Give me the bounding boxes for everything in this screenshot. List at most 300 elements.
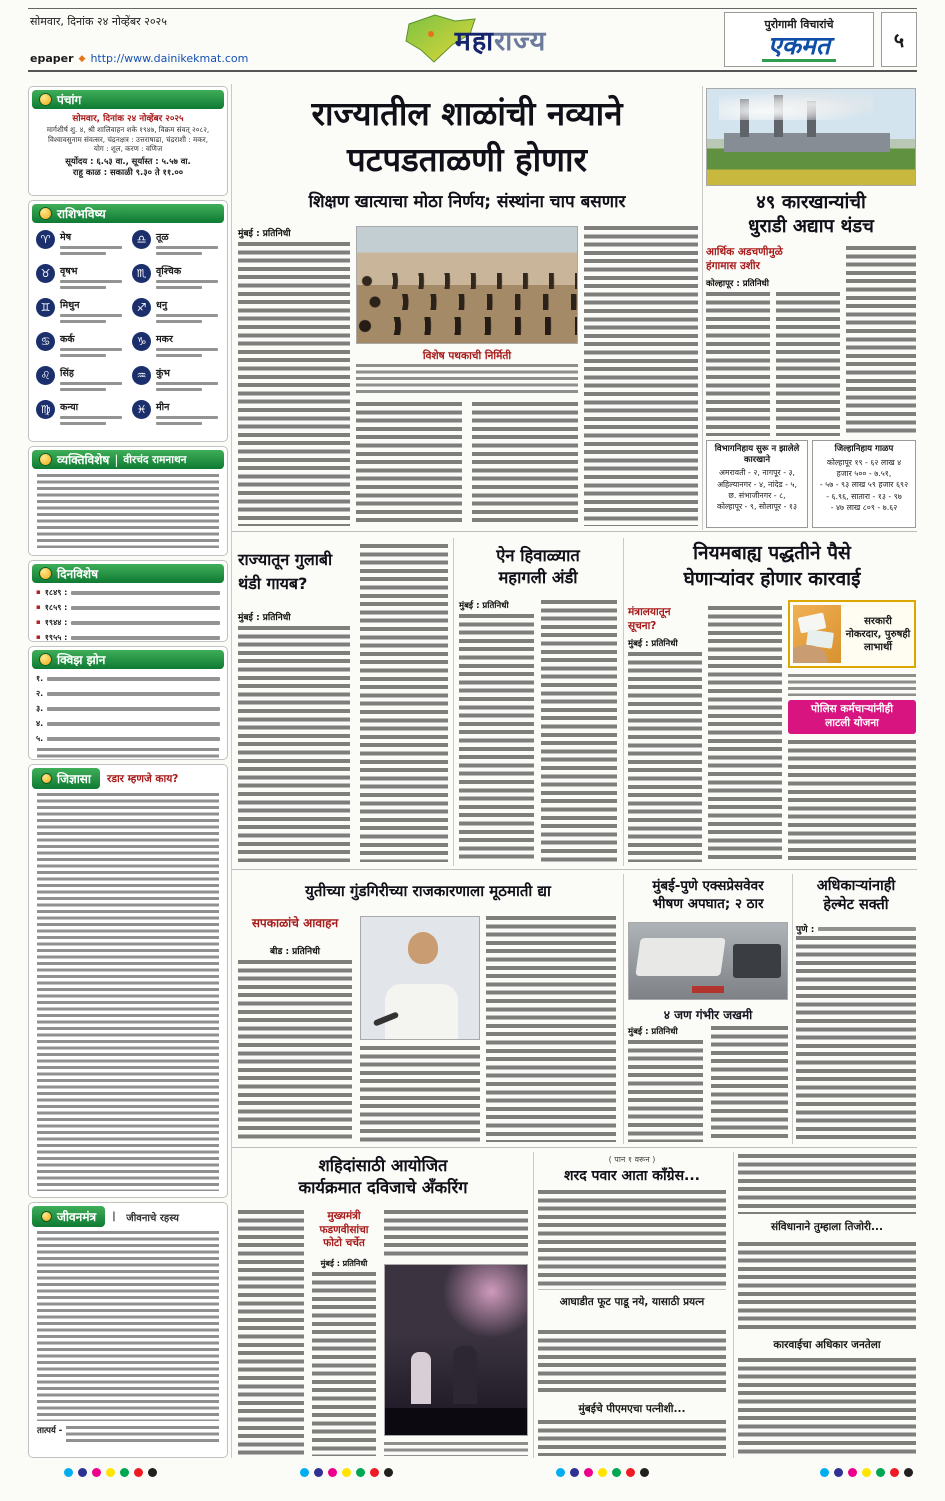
crash-photo xyxy=(628,922,788,1000)
color-dot xyxy=(92,1468,101,1477)
quiz-number: १. xyxy=(36,674,44,683)
quiz-question xyxy=(36,718,220,729)
pawar-body-text xyxy=(538,1330,726,1396)
stage-floor xyxy=(385,1408,527,1435)
moral-prefix: तात्पर्य - xyxy=(37,1426,63,1436)
quiz-list xyxy=(29,673,227,744)
lead-body-text xyxy=(356,402,462,526)
color-dot xyxy=(328,1468,337,1477)
registration-mark-group xyxy=(300,1468,393,1477)
panchang-line: मार्गशीर्ष शु. ४, श्री शालिवाहन शके १९४७, विक्रम संवत् २०८२, xyxy=(46,125,210,134)
brand-tagline: पुरोगामी विचारांचे xyxy=(764,17,834,31)
panchang-box xyxy=(28,86,228,196)
scheme-byline: मुंबई : प्रतिनिधी xyxy=(628,639,678,649)
division-box-lines xyxy=(710,467,804,512)
district-box-line: हजार ५०० - ७.५१, xyxy=(836,468,892,478)
factory-body-text xyxy=(776,292,840,436)
division-box-line: कोल्हापूर - ९, सोलापूर - १३ xyxy=(716,502,798,512)
dinvishesh-year: १८५९ : xyxy=(44,603,68,612)
lead-body-text xyxy=(238,242,350,526)
rashi-icon xyxy=(39,207,52,220)
zodiac-prediction-text xyxy=(60,246,122,249)
vyakti-icon xyxy=(39,453,52,466)
person-silhouette xyxy=(411,1352,431,1404)
district-box-line: - ४७ लाख ८०९ - ७.६२ xyxy=(830,502,898,512)
color-dot xyxy=(584,1468,593,1477)
lead-caption-title: विशेष पथकाची निर्मिती xyxy=(422,350,512,362)
pawar-headline: शरद पवार आता काँग्रेस... xyxy=(564,1168,700,1184)
division-box-line: छ. संभाजीनगर - ८, xyxy=(728,490,786,500)
divider xyxy=(232,1147,917,1148)
sapkal-body-text xyxy=(238,960,352,1142)
zodiac-text xyxy=(156,332,218,357)
police-scheme-box xyxy=(788,700,916,734)
jidnyasa-question: रडार म्हणजे काय? xyxy=(107,772,179,785)
divider xyxy=(702,86,703,530)
divider xyxy=(533,1152,534,1458)
brand-name: एकमत xyxy=(762,32,836,63)
zodiac-prediction-text xyxy=(156,422,202,425)
zodiac-prediction-text xyxy=(156,348,218,351)
dinvishesh-item xyxy=(36,587,220,598)
zodiac-grid xyxy=(29,226,227,434)
divider xyxy=(733,1152,734,1458)
district-box xyxy=(812,440,916,528)
zodiac-prediction-text xyxy=(156,286,202,289)
accident-body-text xyxy=(711,1026,788,1142)
scheme-body-text xyxy=(788,674,916,696)
zodiac-text xyxy=(156,400,218,425)
helmet-body-text xyxy=(796,936,916,1142)
eggs-body-text xyxy=(541,600,617,862)
color-dot xyxy=(356,1468,365,1477)
hand-shape xyxy=(793,645,827,663)
zodiac-icon: ♌ xyxy=(36,366,55,385)
quiz-answers-text xyxy=(37,748,219,760)
zodiac-text xyxy=(156,366,218,391)
quiz-question-text xyxy=(47,722,220,726)
divider xyxy=(623,538,624,866)
helmet-headline-line2: हेल्मेट सक्ती xyxy=(823,897,889,913)
dinvishesh-year: १९५५ : xyxy=(44,633,68,642)
politician-head xyxy=(408,932,438,964)
factory-kicker: आर्थिक अडचणीमुळे हंगामास उशीर xyxy=(706,246,783,272)
color-dot xyxy=(904,1468,913,1477)
vyakti-subtitle: वीरचंद रामनाथन xyxy=(123,453,187,466)
moral-text xyxy=(66,1426,219,1442)
color-dot xyxy=(626,1468,635,1477)
divider xyxy=(623,874,624,1144)
color-dot xyxy=(848,1468,857,1477)
dinvishesh-item xyxy=(36,617,220,628)
diamond-icon: ◆ xyxy=(78,53,86,64)
quiz-title: क्विझ झोन xyxy=(57,653,106,667)
eggs-headline-line1: ऐन हिवाळ्यात xyxy=(496,546,580,565)
police-box-line1: पोलिस कर्मचाऱ्यांनीही xyxy=(811,703,893,716)
epaper-label: epaper xyxy=(30,52,74,65)
zodiac-prediction-text xyxy=(60,416,122,419)
zodiac-text xyxy=(156,230,218,255)
zodiac-prediction-text xyxy=(60,354,106,357)
division-box-line: अहिल्यानगर - ४, नांदेड - ५, xyxy=(717,479,797,489)
divider xyxy=(231,84,232,1458)
registration-mark-group xyxy=(556,1468,649,1477)
continuation-body-text xyxy=(738,1358,916,1456)
jeevanmantra-title: जीवनमंत्र xyxy=(57,1210,97,1224)
rashibhavishya-box xyxy=(28,200,228,442)
lead-body-text xyxy=(472,402,578,526)
continuation-subhead2: कारवाईचा अधिकार जनतेला xyxy=(773,1339,881,1351)
zodiac-prediction-text xyxy=(60,348,122,351)
zodiac-name: वृश्चिक xyxy=(156,266,182,277)
quiz-question xyxy=(36,733,220,744)
zodiac-text xyxy=(156,264,218,289)
divider xyxy=(453,538,454,866)
zodiac-item xyxy=(132,230,220,260)
divider xyxy=(232,869,917,870)
accident-subhead: ४ जण गंभीर जखमी xyxy=(663,1008,753,1022)
color-dot xyxy=(314,1468,323,1477)
logo-rajya: राज्य xyxy=(494,26,547,57)
zodiac-icon: ♏ xyxy=(132,264,151,283)
quiz-question-text xyxy=(47,692,220,696)
color-dot xyxy=(64,1468,73,1477)
anchoring-headline-line2: कार्यक्रमात दविजाचे अँकरिंग xyxy=(298,1178,468,1197)
zodiac-prediction-text xyxy=(60,382,122,385)
color-dot xyxy=(834,1468,843,1477)
student-heads-row xyxy=(357,317,577,335)
zodiac-item xyxy=(36,230,124,260)
panchang-title: पंचांग xyxy=(57,93,82,107)
color-dot xyxy=(148,1468,157,1477)
pawar-body-text xyxy=(538,1420,726,1456)
quiz-number: ५. xyxy=(36,734,44,743)
panchang-line: विश्वावसुनाम संवत्सर, चंद्रनक्षत्र : उत्तराषाढा, चंद्रराशी : मकर, xyxy=(48,134,208,144)
divider xyxy=(232,531,917,532)
student-heads-row xyxy=(357,273,577,289)
scheme-kicker: मंत्रालयातून सूचना? xyxy=(628,606,671,632)
color-dot xyxy=(134,1468,143,1477)
dinvishesh-list xyxy=(29,587,227,643)
lead-body-text xyxy=(584,226,698,526)
continuation-body-text xyxy=(738,1154,916,1214)
panchang-icon xyxy=(39,93,52,106)
anchoring-headline-line1: शहिदांसाठी आयोजित xyxy=(318,1156,448,1175)
pawar-subhead2: मुंबईचे पीएमएचा पत्नीशी... xyxy=(578,1403,686,1415)
dinvishesh-title: दिनविशेष xyxy=(57,567,99,581)
zodiac-icon: ♍ xyxy=(36,400,55,419)
zodiac-icon: ♉ xyxy=(36,264,55,283)
politician-photo xyxy=(360,916,480,1040)
quiz-question-text xyxy=(47,677,220,681)
division-box-title: विभागनिहाय सुरू न झालेले कारखाने xyxy=(714,444,800,465)
sapkal-headline: युतीच्या गुंडगिरीच्या राजकारणाला मूठमाती द्या xyxy=(305,882,551,900)
page-number: ५ xyxy=(881,12,917,67)
divider xyxy=(792,874,793,1144)
rashi-title: राशिभविष्य xyxy=(57,207,106,221)
quiz-question xyxy=(36,703,220,714)
zodiac-icon: ♐ xyxy=(132,298,151,317)
zodiac-prediction-text xyxy=(60,252,106,255)
district-box-title: जिल्हानिहाय गाळप xyxy=(834,444,894,454)
zodiac-item xyxy=(132,332,220,362)
zodiac-item xyxy=(36,332,124,362)
district-box-line: - ६.९६, सातारा - १३ - ९७ xyxy=(826,491,902,501)
lead-caption-text xyxy=(356,364,578,394)
panchang-sunrise: सूर्योदय : ६.५३ वा., सूर्यास्त : ५.५७ वा. xyxy=(65,156,191,167)
zodiac-text xyxy=(60,230,122,255)
zodiac-name: मकर xyxy=(156,334,173,345)
accident-headline-line1: मुंबई-पुणे एक्सप्रेसवेवर xyxy=(652,878,764,894)
panchang-line: योग : शूल, करण : वणिज xyxy=(93,144,163,154)
dinvishesh-text xyxy=(71,621,220,625)
jidnyasa-title: जिज्ञासा xyxy=(57,772,92,786)
district-box-line: - ५७ - ९३ लाख ५९ हजार ६९२ xyxy=(819,480,909,490)
bullet-icon: ▪ xyxy=(36,588,41,596)
jidnyasa-body-text xyxy=(37,793,219,1191)
color-dot xyxy=(300,1468,309,1477)
zodiac-item xyxy=(132,366,220,396)
zodiac-prediction-text xyxy=(156,320,202,323)
masthead-logo xyxy=(280,9,721,70)
continuation-body-text xyxy=(738,1242,916,1332)
zodiac-name: कर्क xyxy=(60,334,75,345)
dinvishesh-item xyxy=(36,632,220,643)
zodiac-item xyxy=(36,298,124,328)
zodiac-icon: ♒ xyxy=(132,366,151,385)
color-dot xyxy=(370,1468,379,1477)
panchang-rahu: राहू काळ : सकाळी ९.३० ते ११.०० xyxy=(72,167,184,178)
zodiac-prediction-text xyxy=(60,422,106,425)
person-silhouette xyxy=(453,1346,477,1404)
color-dot xyxy=(106,1468,115,1477)
epaper-row xyxy=(30,52,278,65)
quiz-question xyxy=(36,673,220,684)
event-stage-photo xyxy=(384,1264,528,1436)
anchoring-byline: मुंबई : प्रतिनिधी xyxy=(320,1259,368,1268)
zodiac-prediction-text xyxy=(156,382,218,385)
zodiac-prediction-text xyxy=(156,246,218,249)
zodiac-name: धनु xyxy=(156,300,168,311)
sapkal-body-text xyxy=(486,916,616,1142)
color-dot xyxy=(862,1468,871,1477)
logo-maha: महा xyxy=(454,26,495,57)
accident-headline-line2: भीषण अपघात; २ ठार xyxy=(652,896,764,912)
zodiac-name: मिथुन xyxy=(60,300,80,311)
zodiac-item xyxy=(36,366,124,396)
quiz-number: २. xyxy=(36,689,44,698)
eggs-body-text xyxy=(459,614,534,862)
zodiac-prediction-text xyxy=(156,354,202,357)
helmet-byline-row xyxy=(796,922,916,935)
zodiac-icon: ♑ xyxy=(132,332,151,351)
continuation-subhead1: संविधानाने तुम्हाला तिजोरी... xyxy=(770,1221,883,1233)
logo-text xyxy=(455,21,547,58)
eggs-byline: मुंबई : प्रतिनिधी xyxy=(459,601,509,611)
bullet-icon: ▪ xyxy=(36,618,41,626)
police-box-line2: लाटली योजना xyxy=(825,717,879,729)
color-dot xyxy=(384,1468,393,1477)
lead-subhead: शिक्षण खात्याचा मोठा निर्णय; संस्थांना चाप बसणार xyxy=(308,192,626,212)
accident-byline: मुंबई : प्रतिनिधी xyxy=(628,1027,678,1037)
anchoring-caption-text xyxy=(384,1442,528,1456)
zodiac-item xyxy=(36,264,124,294)
helmet-byline: पुणे : xyxy=(796,925,815,935)
student-heads-row xyxy=(357,294,577,310)
anchoring-body-text xyxy=(384,1210,528,1258)
color-dot xyxy=(876,1468,885,1477)
color-dot xyxy=(120,1468,129,1477)
zodiac-icon: ♋ xyxy=(36,332,55,351)
wrecked-van xyxy=(636,938,727,976)
jidnyasa-box xyxy=(28,764,228,1198)
color-dot xyxy=(342,1468,351,1477)
jeevanmantra-subtitle: | xyxy=(112,1211,120,1222)
scheme-headline-line2: घेणाऱ्यांवर होणार कारवाई xyxy=(683,568,861,590)
color-dot xyxy=(820,1468,829,1477)
zodiac-text xyxy=(156,298,218,323)
pawar-continued: ( पान १ वरून ) xyxy=(608,1155,656,1164)
zodiac-item xyxy=(132,298,220,328)
zodiac-item xyxy=(36,400,124,430)
smoke xyxy=(719,91,873,120)
district-box-lines xyxy=(816,457,912,513)
zodiac-name: सिंह xyxy=(60,368,74,379)
stage-light xyxy=(442,1264,528,1338)
factory-headline-line2: धुराडी अद्याप थंडच xyxy=(748,216,874,237)
scheme-body-text xyxy=(708,606,782,862)
zodiac-icon: ♈ xyxy=(36,230,55,249)
quiz-box xyxy=(28,646,228,760)
classroom-photo xyxy=(356,226,578,344)
zodiac-icon: ♓ xyxy=(132,400,151,419)
cold-body-text xyxy=(360,544,448,862)
quiz-question-text xyxy=(47,737,220,741)
zodiac-name: कन्या xyxy=(60,402,79,413)
zodiac-item xyxy=(132,264,220,294)
scheme-body-text xyxy=(788,740,916,862)
zodiac-prediction-text xyxy=(156,280,218,283)
bullet-icon: ▪ xyxy=(36,603,41,611)
anchoring-kicker: मुख्यमंत्री फडणवीसांचा फोटो चर्चेत xyxy=(319,1210,369,1250)
brand-box xyxy=(724,12,874,67)
quiz-question-text xyxy=(47,707,220,711)
district-box-line: कोल्हापूर १९ - ६२ लाख ४ xyxy=(826,457,902,467)
dinvishesh-year: १९४४ : xyxy=(44,618,68,627)
zodiac-prediction-text xyxy=(60,320,106,323)
zodiac-name: मेष xyxy=(60,232,72,243)
cold-headline-line2: थंडी गायब? xyxy=(238,574,308,593)
sapkal-kicker: सपकाळांचे आवाहन xyxy=(251,916,339,930)
website-link[interactable]: http://www.dainikekmat.com xyxy=(90,52,249,65)
division-box xyxy=(706,440,808,528)
quiz-number: ३. xyxy=(36,704,44,713)
quiz-number: ४. xyxy=(36,719,44,728)
helmet-headline-line1: अधिकाऱ्यांनाही xyxy=(816,878,896,894)
jeevanmantra-box xyxy=(28,1202,228,1458)
vyakti-title: व्यक्तिविशेष xyxy=(57,453,110,467)
sapkal-body-text xyxy=(360,1046,480,1142)
factory-body-text xyxy=(846,246,916,436)
zodiac-prediction-text xyxy=(60,388,106,391)
color-dot xyxy=(570,1468,579,1477)
quiz-question xyxy=(36,688,220,699)
beneficiary-box-title: सरकारी नोकरदार, पुरुषही लाभार्थी xyxy=(845,615,911,653)
masthead xyxy=(28,8,917,72)
scheme-headline-line1: नियमबाह्य पद्धतीने पैसे xyxy=(693,542,851,564)
zodiac-prediction-text xyxy=(60,314,122,317)
jidnyasa-icon xyxy=(41,773,52,784)
jeevanmantra-icon xyxy=(41,1211,52,1222)
dinvishesh-year: १८४९ : xyxy=(44,588,68,597)
registration-mark-group xyxy=(64,1468,157,1477)
factory-headline-line1: ४९ कारखान्यांची xyxy=(756,192,866,213)
lead-headline-line1: राज्यातील शाळांची नव्याने xyxy=(311,94,623,133)
eggs-headline-line2: महागली अंडी xyxy=(498,568,578,587)
dinvishesh-icon xyxy=(39,567,52,580)
quiz-icon xyxy=(39,653,52,666)
division-box-line: अमरावती - २, नागपूर - ३, xyxy=(718,468,796,478)
zodiac-text xyxy=(60,366,122,391)
zodiac-prediction-text xyxy=(156,314,218,317)
color-dot xyxy=(78,1468,87,1477)
scheme-body-text xyxy=(628,652,702,862)
lead-headline-line2: पटपडताळणी होणार xyxy=(346,140,588,179)
zodiac-icon: ♎ xyxy=(132,230,151,249)
zodiac-name: वृषभ xyxy=(60,266,78,277)
zodiac-prediction-text xyxy=(60,286,106,289)
anchoring-body-text xyxy=(238,1210,304,1456)
red-mark xyxy=(692,986,724,993)
dinvishesh-text xyxy=(71,591,220,595)
dinvishesh-text xyxy=(71,606,220,610)
factory-byline: कोल्हापूर : प्रतिनिधी xyxy=(706,279,769,289)
bullet-icon: ▪ xyxy=(36,633,41,641)
factory-body-text xyxy=(706,292,770,436)
vyaktivishesh-box: व्यक्तिविशेष | वीरचंद रामनाथन xyxy=(28,446,228,556)
color-dot xyxy=(640,1468,649,1477)
masthead-left xyxy=(28,9,280,70)
sapkal-byline: बीड : प्रतिनिधी xyxy=(270,947,320,957)
dinvishesh-text xyxy=(71,636,220,640)
beneficiary-box xyxy=(788,600,916,668)
cold-headline-line1: राज्यातून गुलाबी xyxy=(238,550,333,569)
helmet-lead-text xyxy=(818,927,916,931)
zodiac-item xyxy=(132,400,220,430)
zodiac-name: तूळ xyxy=(156,232,169,243)
dinvishesh-item xyxy=(36,602,220,613)
color-dot xyxy=(890,1468,899,1477)
zodiac-name: मीन xyxy=(156,402,170,413)
debris xyxy=(733,944,780,977)
zodiac-text xyxy=(60,298,122,323)
color-dot xyxy=(556,1468,565,1477)
zodiac-icon: ♊ xyxy=(36,298,55,317)
color-dot xyxy=(612,1468,621,1477)
scheme-cards-photo xyxy=(793,605,841,663)
zodiac-prediction-text xyxy=(156,252,202,255)
lead-byline: मुंबई : प्रतिनिधी xyxy=(238,229,291,239)
zodiac-prediction-text xyxy=(60,280,122,283)
pawar-subhead1: आघाडीत फूट पाडू नये, यासाठी प्रयत्न xyxy=(559,1296,705,1308)
dinvishesh-box xyxy=(28,560,228,642)
jeevanmantra-body-text xyxy=(37,1231,219,1421)
date-line: सोमवार, दिनांक २४ नोव्हेंबर २०२५ xyxy=(30,15,167,28)
zodiac-prediction-text xyxy=(156,416,218,419)
panchang-date: सोमवार, दिनांक २४ नोव्हेंबर २०२५ xyxy=(72,114,184,124)
anchoring-body-text xyxy=(312,1272,376,1456)
zodiac-prediction-text xyxy=(156,388,202,391)
